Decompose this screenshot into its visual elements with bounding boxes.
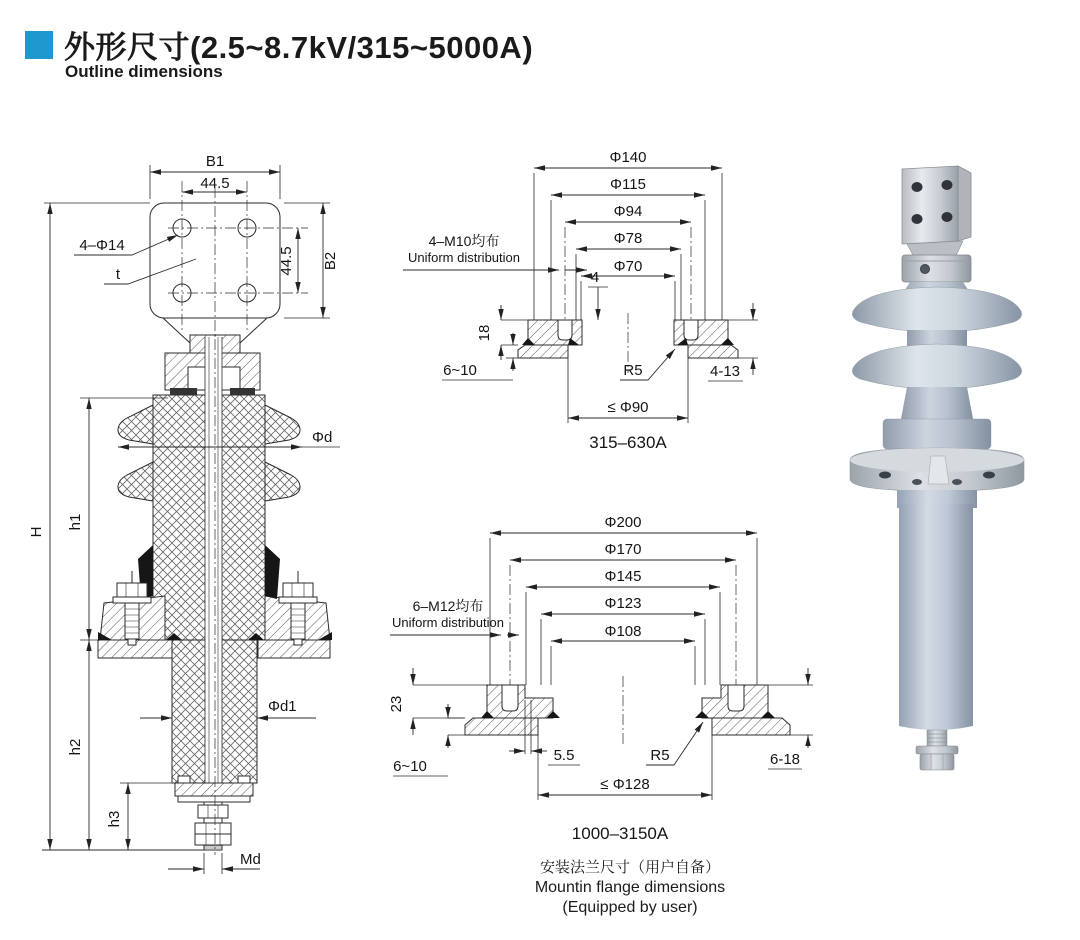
photo-bottom-stud (916, 730, 958, 770)
large-flange-drawing (388, 508, 830, 853)
dia-108-label: Φ108 (604, 623, 642, 640)
dim-h3-label: h3 (106, 810, 123, 828)
section-bullet-icon (25, 31, 53, 59)
dim-holes-label: 4–Φ14 (79, 237, 125, 254)
dim-holes-label: 4-13 (709, 363, 741, 380)
dim-b1-label: B1 (205, 153, 225, 170)
dia-123-label: Φ123 (604, 595, 642, 612)
dim-boss-h-label: 18 (476, 324, 493, 342)
page-title: 外形尺寸(2.5~8.7kV/315~5000A) (64, 30, 534, 65)
large-flange-range-label: 1000–3150A (571, 824, 669, 843)
small-flange-drawing (398, 143, 800, 465)
caption-zh: 安装法兰尺寸（用户自备） (539, 859, 720, 876)
insulator-outline-drawing (28, 147, 363, 887)
dim-plate-t-label: 6~10 (443, 362, 477, 379)
diameter-dimensions (534, 149, 722, 276)
dia-200-label: Φ200 (604, 514, 642, 531)
flange-section (465, 676, 790, 746)
dia-94-label: Φ94 (613, 203, 643, 220)
dim-thickness-label: t (115, 266, 121, 283)
bolt-note (403, 233, 587, 270)
bolt-note-zh: 4–M10均布 (428, 233, 500, 249)
dim-stud-label: Md (240, 851, 261, 868)
dim-fillet-label: R5 (623, 362, 643, 379)
bolt-note-en: Uniform distribution (392, 615, 504, 630)
dim-b2-label: B2 (322, 251, 339, 271)
dia-140-label: Φ140 (609, 149, 647, 166)
photo-flange (850, 448, 1024, 491)
bolt-note (390, 598, 519, 635)
conductor-stem (205, 337, 222, 785)
dia-115-label: Φ115 (610, 176, 646, 193)
dia-170-label: Φ170 (604, 541, 642, 558)
flange-caption (440, 858, 820, 918)
product-photo (833, 138, 1080, 788)
dim-h1-label: h1 (67, 513, 84, 531)
dim-shed-dia-label: Φd (312, 429, 333, 446)
diameter-dimensions (490, 514, 757, 641)
bolt-note-zh: 6–M12均布 (412, 598, 484, 614)
dim-pitch-v-label: 44.5 (278, 246, 295, 276)
caption-en-1: Mountin flange dimensions (534, 879, 726, 896)
dim-step-label: 4 (590, 269, 600, 286)
dim-pitch-h-label: 44.5 (200, 175, 230, 192)
bolt-note-en: Uniform distribution (408, 250, 520, 265)
dim-fillet-label: R5 (650, 747, 670, 764)
dim-holes-label: 6-18 (769, 751, 801, 768)
small-flange-range-label: 315–630A (589, 433, 667, 452)
page-subtitle: Outline dimensions (65, 62, 223, 81)
dim-bore-label: ≤ Φ90 (607, 399, 649, 416)
caption-en-2: (Equipped by user) (562, 899, 698, 916)
dim-plate-t-label: 6~10 (393, 758, 427, 775)
dia-145-label: Φ145 (604, 568, 642, 585)
dim-bore-label: ≤ Φ128 (600, 776, 650, 793)
dim-h2-label: h2 (67, 738, 84, 756)
photo-clamp-band (902, 255, 971, 282)
photo-terminal-plate (902, 166, 971, 264)
dim-boss-h-label: 23 (388, 695, 405, 713)
dim-lower-dia-label: Φd1 (268, 698, 297, 715)
bottom-stud (195, 802, 231, 850)
dia-78-label: Φ78 (613, 230, 643, 247)
photo-sheds (852, 282, 1021, 449)
dim-h-label: H (28, 526, 45, 538)
dim-step-label: 5.5 (553, 747, 575, 764)
dia-70-label: Φ70 (613, 258, 643, 275)
photo-lower-tube (897, 490, 977, 730)
